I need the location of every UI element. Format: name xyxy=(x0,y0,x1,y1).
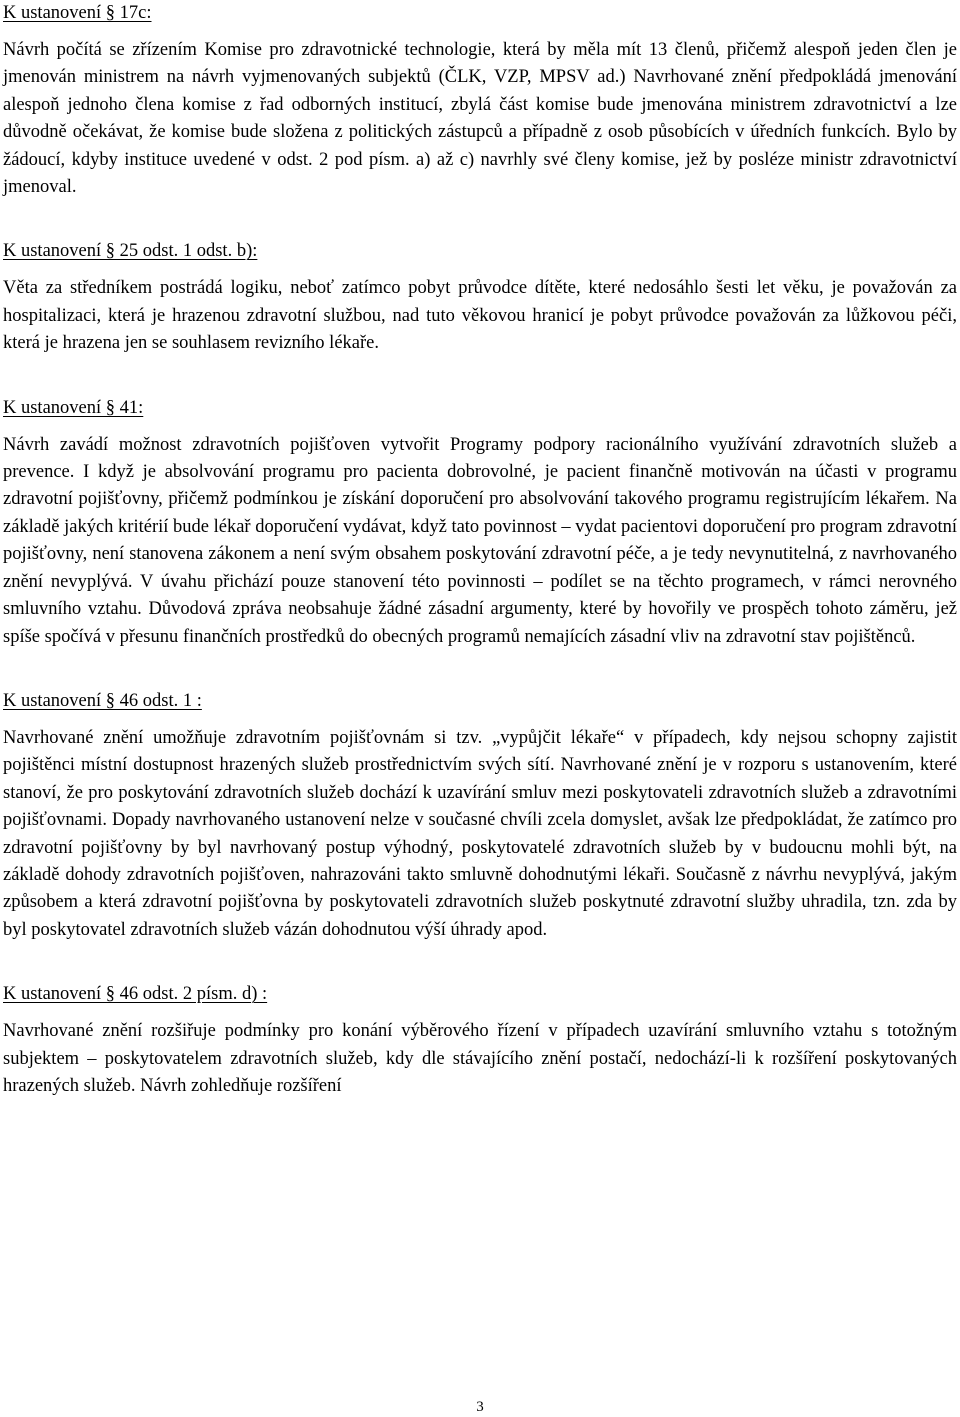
section-17c xyxy=(3,0,957,201)
section-paragraph: Věta za středníkem postrádá logiku, neboť zatímco pobyt průvodce dítěte, které nedosáhlo šesti let věku, je považován za hospitalizaci, která je hrazenou zdravotní službou, nad tuto věkovou hranicí je pobyt průvodce považován za lůžkovou péči, která je hrazena jen se souhlasem revizního lékaře. xyxy=(3,278,957,354)
section-46-2 xyxy=(3,981,957,1100)
section-25 xyxy=(3,238,957,357)
section-paragraph: Návrh zavádí možnost zdravotních pojišťoven vytvořit Programy podpory racionálního využívání zdravotních služeb a prevence. I když je absolvování programu pro pacienta dobrovolné, je pacient finančně motivován na účasti v programu zdravotní pojišťovny, přičemž podmínkou je získání doporučení pro absolvování takového programu registrujícím lékařem. Na základě jakých kritérií bude lékař doporučení vydávat, když tato povinnost – vydat pacientovi doporučení pro program zdravotní pojišťovny, není stanovena zákonem a není svým obsahem poskytování zdravotní péče, a je tedy nevynutitelná, z navrhovaného znění nevyplývá. V úvahu přichází pouze stanovení této povinnosti – podílet se na těchto programech, v rámci nerovného smluvního vztahu. Důvodová zpráva neobsahuje žádné zásadní argumenty, které by hovořily ve prospěch tohoto záměru, jež spíše spočívá v přesunu finančních prostředků do obecných programů nemajících zásadní vliv na zdravotní stav pojištěnců. xyxy=(3,434,957,647)
section-paragraph: Navrhované znění umožňuje zdravotním pojišťovnám si tzv. „vypůjčit lékaře“ v případech, kdy nejsou schopny zajistit pojištěnci místní dostupnost hrazených služeb prostřednictvím svých sítí. Navrhované znění je v rozporu s ustanovením, které stanoví, že pro poskytování zdravotních služeb dochází k uzavírání smluv mezi poskytovateli zdravotních služeb a zdravotními pojišťovnami. Dopady navrhovaného ustanovení nelze v současné chvíli zcela domyslet, avšak lze předpokládat, že zatímco pro zdravotní pojišťovny by byl navrhovaný postup výhodný, poskytovatelé zdravotních služeb by v budoucnu mohli být, na základě dohody zdravotních pojišťoven, nahrazováni takto smluvně dohodnutými lékaři. Současně z návrhu nevyplývá, jakým způsobem a která zdravotní pojišťovna by poskytovateli zdravotních služeb poskytnuté zdravotní služby uhradila, tzn. zda by byl poskytovatel zdravotních služeb vázán dohodnutou výší úhrady apod. xyxy=(3,727,957,940)
page-number: 3 xyxy=(476,1399,484,1415)
section-heading: K ustanovení § 17c: xyxy=(3,3,152,23)
section-heading: K ustanovení § 25 odst. 1 odst. b): xyxy=(3,241,258,262)
document-page xyxy=(3,0,957,1100)
section-46-1 xyxy=(3,688,957,944)
section-heading: K ustanovení § 46 odst. 1 : xyxy=(3,690,202,711)
section-paragraph: Návrh počítá se zřízením Komise pro zdravotnické technologie, která by měla mít 13 členů, přičemž alespoň jeden člen je jmenován ministrem na návrh vyjmenovaných subjektů (ČLK, VZP, MPSV ad.) Navrhované znění předpokládá jmenování alespoň jednoho člena komise z řad odborných institucí, zbylá část komise bude jmenována ministrem zdravotnictví a lze důvodně očekávat, že komise bude složena z politických zástupců a případně z osob působících v úředních funkcích. Bylo by žádoucí, kdyby instituce uvedené v odst. 2 pod písm. a) až c) navrhly své členy komise, jež by posléze ministr zdravotnictví jmenoval. xyxy=(3,40,957,198)
section-paragraph: Navrhované znění rozšiřuje podmínky pro konání výběrového řízení v případech uzavírání smluvního vztahu s totožným subjektem – poskytovatelem zdravotních služeb, kdy dle stávajícího znění postačí, nedochází-li k rozšíření poskytovaných hrazených služeb. Návrh zohledňuje rozšíření xyxy=(3,1021,957,1096)
section-41 xyxy=(3,395,957,651)
section-heading: K ustanovení § 41: xyxy=(3,397,144,418)
section-heading: K ustanovení § 46 odst. 2 písm. d) : xyxy=(3,984,268,1005)
